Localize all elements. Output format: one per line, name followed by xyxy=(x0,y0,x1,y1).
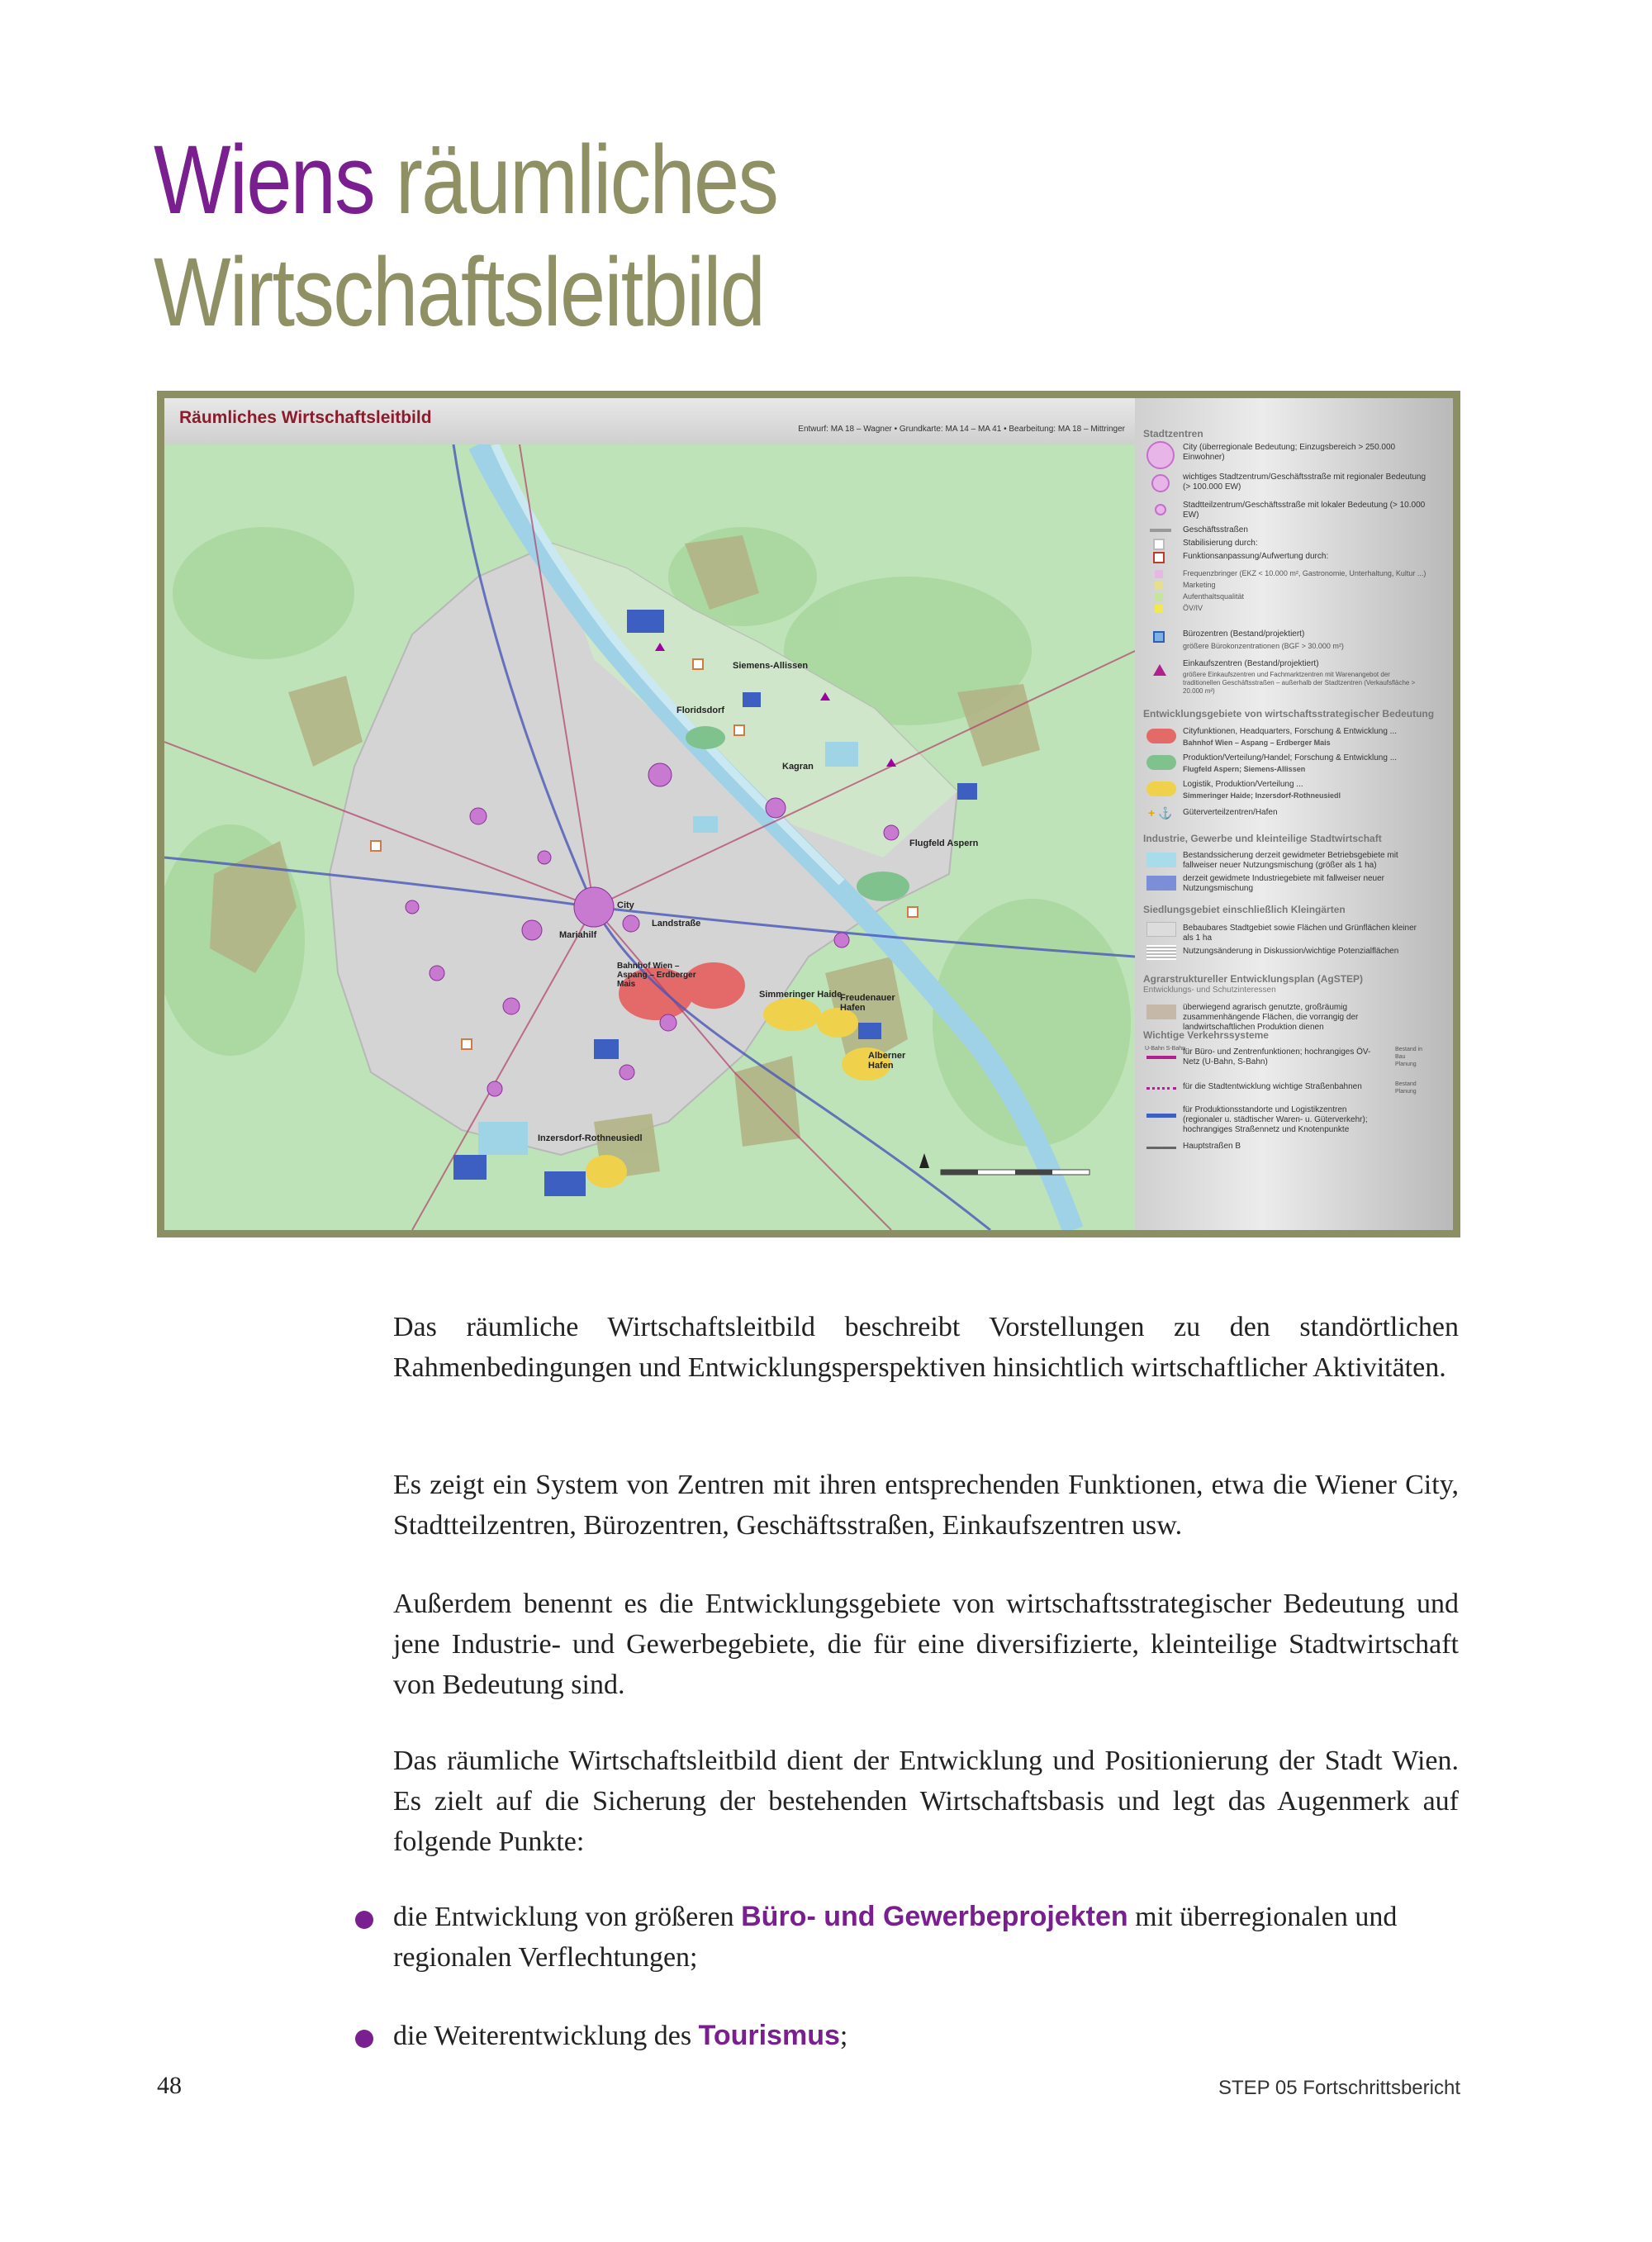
legend-bestand-planung: Bestand Planung xyxy=(1395,1081,1417,1095)
legend-produktion-symbol xyxy=(1146,755,1176,770)
legend-produktion-sub: Flugfeld Aspern; Siemens-Allissen xyxy=(1183,765,1306,773)
legend-buero-sub: größere Bürokonzentrationen (BGF > 30.000 m²) xyxy=(1183,642,1344,650)
legend-einkauf: Einkaufszentren (Bestand/projektiert) xyxy=(1183,659,1319,668)
legend-cityfunk-symbol xyxy=(1146,729,1176,743)
legend-funktion: Funktionsanpassung/Aufwertung durch: xyxy=(1183,552,1329,561)
legend-produktion: Produktion/Verteilung/Handel; Forschung & Entwicklung ... xyxy=(1183,753,1398,762)
legend-hauptstrassen: Hauptstraßen B xyxy=(1183,1142,1241,1151)
legend-strassenbahn: für die Stadtentwicklung wichtige Straßenbahnen xyxy=(1183,1082,1362,1091)
map-label-landstrasse: Landstraße xyxy=(652,919,701,929)
legend-oev: ÖV/IV xyxy=(1183,604,1203,612)
legend-bestand-symbol xyxy=(1146,853,1176,867)
legend-heading-entwicklung: Entwicklungsgebiete von wirtschaftsstrategischer Bedeutung xyxy=(1143,708,1435,720)
legend-funktion-symbol xyxy=(1153,552,1165,563)
legend-frequenz: Frequenzbringer (EKZ < 10.000 m², Gastronomie, Unterhaltung, Kultur ...) xyxy=(1183,569,1427,577)
page-number: 48 xyxy=(157,2072,182,2099)
map-label-albern: Alberner Hafen xyxy=(868,1051,906,1071)
map-label-kagran: Kagran xyxy=(782,762,814,772)
legend-agrar-item: überwiegend agrarisch genutzte, großräumig zusammenhängende Flächen, die vorrangig der landwirtschaftlichen Produktion dienen xyxy=(1183,1003,1359,1032)
legend-ubahn: U-Bahn S-Bahn xyxy=(1145,1046,1186,1052)
legend-marketing-symbol xyxy=(1155,582,1163,590)
map-label-mariahilf: Mariahilf xyxy=(559,930,597,940)
legend-marketing: Marketing xyxy=(1183,581,1216,589)
map-legend xyxy=(1135,398,1453,1230)
map-image xyxy=(164,444,1135,1230)
map-credit: Entwurf: MA 18 – Wagner • Grundkarte: MA 14 – MA 41 • Bearbeitung: MA 18 – Mittringer xyxy=(798,425,1125,434)
map-label-bahnhof: Bahnhof Wien – Aspang – Erdberger Mais xyxy=(617,962,696,989)
bullet-2-pre: die Weiterentwicklung des xyxy=(393,2021,699,2051)
legend-agrar-sub: Entwicklungs- und Schutzinteressen xyxy=(1143,986,1276,995)
legend-aufenthalt: Aufenthaltsqualität xyxy=(1183,592,1245,601)
map-title: Räumliches Wirtschaftsleitbild xyxy=(179,408,432,427)
legend-heading-stadtzentren: Stadtzentren xyxy=(1143,428,1203,439)
legend-oev-symbol xyxy=(1155,605,1163,613)
bullet-1 xyxy=(393,1897,1459,1978)
bullet-2-highlight: Tourismus xyxy=(698,2020,840,2051)
bullet-dot-2 xyxy=(355,2030,373,2048)
title-line-2: Wirtschaftsleitbild xyxy=(154,238,765,347)
legend-buero: Bürozentren (Bestand/projektiert) xyxy=(1183,629,1305,639)
paragraph-3: Außerdem benennt es die Entwicklungsgebiete von wirtschaftsstrategischer Bedeutung und jene Industrie- und Gewerbegebiete, die für eine diversifizierte, kleinteilige Stadtwirtschaft von Bedeutung sind. xyxy=(393,1589,1459,1700)
legend-frequenz-symbol xyxy=(1155,570,1163,578)
legend-heading-verkehr: Wichtige Verkehrssysteme xyxy=(1143,1029,1269,1041)
legend-bebaubar: Bebaubares Stadtgebiet sowie Flächen und Grünflächen kleiner als 1 ha xyxy=(1183,924,1417,943)
legend-buero-symbol xyxy=(1153,631,1165,643)
page-title xyxy=(154,124,777,349)
legend-cityfunk: Cityfunktionen, Headquarters, Forschung & Entwicklung ... xyxy=(1183,727,1398,736)
legend-heading-agrar: Agrarstruktureller Entwicklungsplan (AgSTEP) xyxy=(1143,973,1364,985)
legend-produktionsst: für Produktionsstandorte und Logistikzentren (regionaler u. städtischer Waren- u. Güterverkehr); hochrangiges Straßennetz und Knotenpunkte xyxy=(1183,1105,1368,1134)
paragraph-1: Das räumliche Wirtschaftsleitbild beschreibt Vorstellungen zu den standörtlichen Rahmenbedingungen und Entwicklungsperspektiven hinsichtlich wirtschaftlicher Aktivitäten. xyxy=(393,1312,1459,1383)
legend-einkauf-sub: größere Einkaufszentren und Fachmarktzentren mit Warenangebot der traditionellen Geschäftsstraßen – außerhalb der Stadtzentren (Verkaufsfläche > 20.000 m²) xyxy=(1183,671,1416,695)
legend-logistik: Logistik, Produktion/Verteilung ... xyxy=(1183,780,1303,789)
legend-bebaubar-symbol xyxy=(1146,922,1176,937)
bullet-1-post: mit überregionalen und regionalen Verflechtungen; xyxy=(393,1902,1398,1973)
bullet-1-pre: die Entwicklung von größeren xyxy=(393,1902,742,1932)
legend-cityfunk-sub: Bahnhof Wien – Aspang – Erdberger Mais xyxy=(1183,739,1331,747)
title-word-wiens: Wiens xyxy=(154,126,374,235)
map-label-flugfeld: Flugfeld Aspern xyxy=(909,838,979,848)
legend-nutzung-symbol xyxy=(1146,945,1176,960)
map-label-inzersdorf: Inzersdorf-Rothneusiedl xyxy=(538,1133,643,1143)
legend-gueter-symbol: + ⚓ xyxy=(1148,806,1173,819)
legend-geschaeft: Geschäftsstraßen xyxy=(1183,525,1248,534)
legend-agrar-symbol xyxy=(1146,1005,1176,1019)
paragraph-2: Es zeigt ein System von Zentren mit ihren entsprechenden Funktionen, etwa die Wiener City, Stadtteilzentren, Bürozentren, Geschäftsstraßen, Einkaufszentren usw. xyxy=(393,1470,1459,1541)
legend-buerovk: für Büro- und Zentrenfunktionen; hochrangiges ÖV-Netz (U-Bahn, S-Bahn) xyxy=(1183,1047,1371,1066)
legend-regional-symbol xyxy=(1151,474,1170,492)
map-label-freudenau: Freudenauer Hafen xyxy=(840,993,895,1013)
legend-einkauf-symbol xyxy=(1153,664,1166,676)
map-label-floridsdorf: Floridsdorf xyxy=(676,705,725,715)
legend-bestand-bau: Bestand in Bau Planung xyxy=(1395,1047,1423,1067)
legend-heading-siedlung: Siedlungsgebiet einschließlich Kleingärten xyxy=(1143,904,1346,915)
title-word-raeumliches: räumliches xyxy=(395,126,778,235)
paragraph-4: Das räumliche Wirtschaftsleitbild dient der Entwicklung und Positionierung der Stadt Wien. Es zielt auf die Sicherung der bestehenden Wirtschaftsbasis und legt das Augenmerk auf folgende Punkte: xyxy=(393,1746,1459,1857)
bullet-2-post: ; xyxy=(839,2021,848,2051)
legend-produktionsst-symbol xyxy=(1146,1114,1176,1118)
bullet-dot-1 xyxy=(355,1911,373,1929)
bullet-1-highlight: Büro- und Gewerbeprojekten xyxy=(741,1901,1128,1932)
map-header xyxy=(164,398,1135,444)
legend-heading-industrie: Industrie, Gewerbe und kleinteilige Stadtwirtschaft xyxy=(1143,833,1382,844)
map-label-simmering: Simmeringer Haide xyxy=(759,990,843,1000)
map-figure xyxy=(157,391,1460,1237)
legend-logistik-sub: Simmeringer Haide; Inzersdorf-Rothneusiedl xyxy=(1183,791,1341,800)
footer-title: STEP 05 Fortschrittsbericht xyxy=(1218,2077,1460,2099)
legend-logistik-symbol xyxy=(1146,781,1176,796)
legend-strassenbahn-symbol xyxy=(1146,1087,1176,1090)
legend-derzeit-symbol xyxy=(1146,876,1176,891)
legend-hauptstrassen-symbol xyxy=(1146,1147,1176,1149)
map-label-city: City xyxy=(617,900,634,910)
legend-derzeit: derzeit gewidmete Industriegebiete mit fallweiser neuer Nutzungsmischung xyxy=(1183,874,1385,893)
legend-stabilisierung-symbol xyxy=(1153,539,1165,550)
bullet-2 xyxy=(393,2016,1459,2056)
legend-gueter: Güterverteilzentren/Hafen xyxy=(1183,808,1278,817)
legend-lokal-symbol xyxy=(1155,504,1166,515)
legend-bestand: Bestandssicherung derzeit gewidmeter Betriebsgebiete mit fallweiser neuer Nutzungsmischung (größer als 1 ha) xyxy=(1183,851,1398,870)
legend-nutzung: Nutzungsänderung in Diskussion/wichtige Potenzialflächen xyxy=(1183,947,1399,956)
legend-city: City (überregionale Bedeutung; Einzugsbereich > 250.000 Einwohner) xyxy=(1183,443,1396,462)
legend-ubahn-symbol xyxy=(1146,1056,1176,1059)
legend-aufenthalt-symbol xyxy=(1155,593,1163,601)
map-label-siemens: Siemens-Allissen xyxy=(733,661,809,671)
legend-regional: wichtiges Stadtzentrum/Geschäftsstraße mit regionaler Bedeutung (> 100.000 EW) xyxy=(1183,473,1427,492)
legend-stabilisierung: Stabilisierung durch: xyxy=(1183,539,1258,548)
legend-lokal: Stadtteilzentrum/Geschäftsstraße mit lokaler Bedeutung (> 10.000 EW) xyxy=(1183,501,1426,520)
legend-city-symbol xyxy=(1146,441,1175,469)
legend-geschaeft-symbol xyxy=(1150,529,1171,532)
